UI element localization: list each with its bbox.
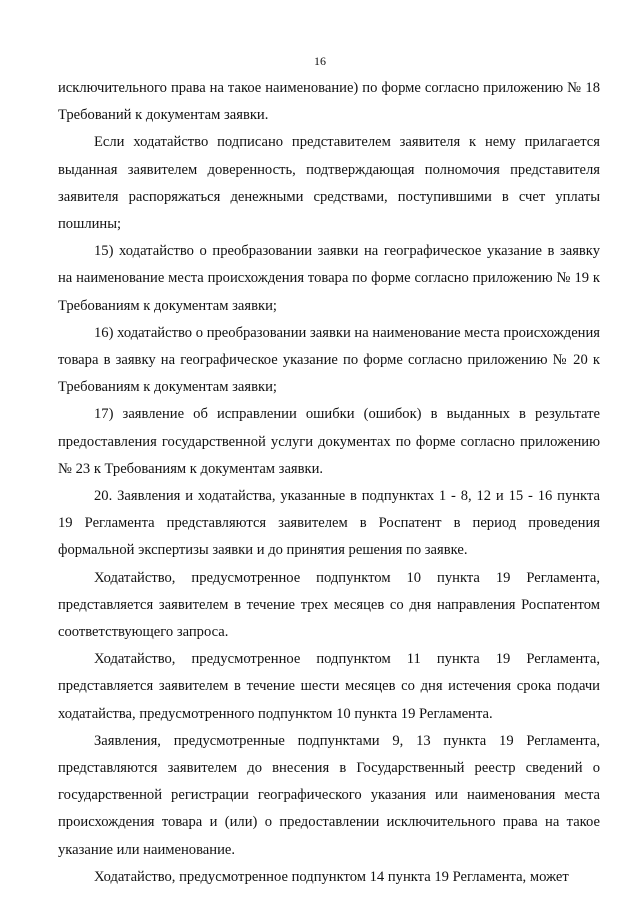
paragraph-applications-9-13: Заявления, предусмотренные подпунктами 9, 13 пункта 19 Регламента, представляются заявителем до внесения в Государственный реестр сведений о государственной регистрации географического указания или наименования места происхождения товара и (или) о предоставлении исключительного права на такое указание или наименование. (58, 732, 600, 858)
paragraph-item-16: 16) ходатайство о преобразовании заявки на наименование места происхождения товара в заявку на географическое указание по форме согласно приложению № 20 к Требованиям к документам заявки; (58, 324, 600, 396)
paragraph-power-of-attorney: Если ходатайство подписано представителем заявителя к нему прилагается выданная заявителем доверенность, подтверждающая полномочия представителя заявителя распоряжаться денежными средствами, поступившими в счет уплаты пошлины; (58, 134, 600, 233)
paragraph-petition-11: Ходатайство, предусмотренное подпунктом 11 пункта 19 Регламента, представляется заявителем в течение шести месяцев со дня истечения срока подачи ходатайства, предусмотренного подпунктом 10 пункта 19 Регламента. (58, 651, 600, 722)
paragraph-petition-10: Ходатайство, предусмотренное подпунктом 10 пункта 19 Регламента, представляется заявителем в течение трех месяцев со дня направления Роспатентом соответствующего запроса. (58, 569, 600, 641)
paragraph-clause-20: 20. Заявления и ходатайства, указанные в подпунктах 1 - 8, 12 и 15 - 16 пункта 19 Регламента представляются заявителем в Роспатент в период проведения формальной экспертизы заявки и до принятия решения по заявке. (58, 488, 600, 559)
page-body (58, 75, 600, 891)
paragraph-item-17: 17) заявление об исправлении ошибки (ошибок) в выданных в результате предоставления государственной услуги документах по форме согласно приложению № 23 к Требованиям к документам заявки. (58, 406, 600, 477)
paragraph-item-15: 15) ходатайство о преобразовании заявки на географическое указание в заявку на наименование места происхождения товара по форме согласно приложению № 19 к Требованиям к документам заявки; (58, 243, 600, 314)
page-number: 16 (314, 54, 326, 68)
paragraph-continuation: исключительного права на такое наименование) по форме согласно приложению № 18 Требований к документам заявки. (58, 80, 600, 124)
paragraph-petition-14: Ходатайство, предусмотренное подпунктом 14 пункта 19 Регламента, может (94, 868, 569, 885)
